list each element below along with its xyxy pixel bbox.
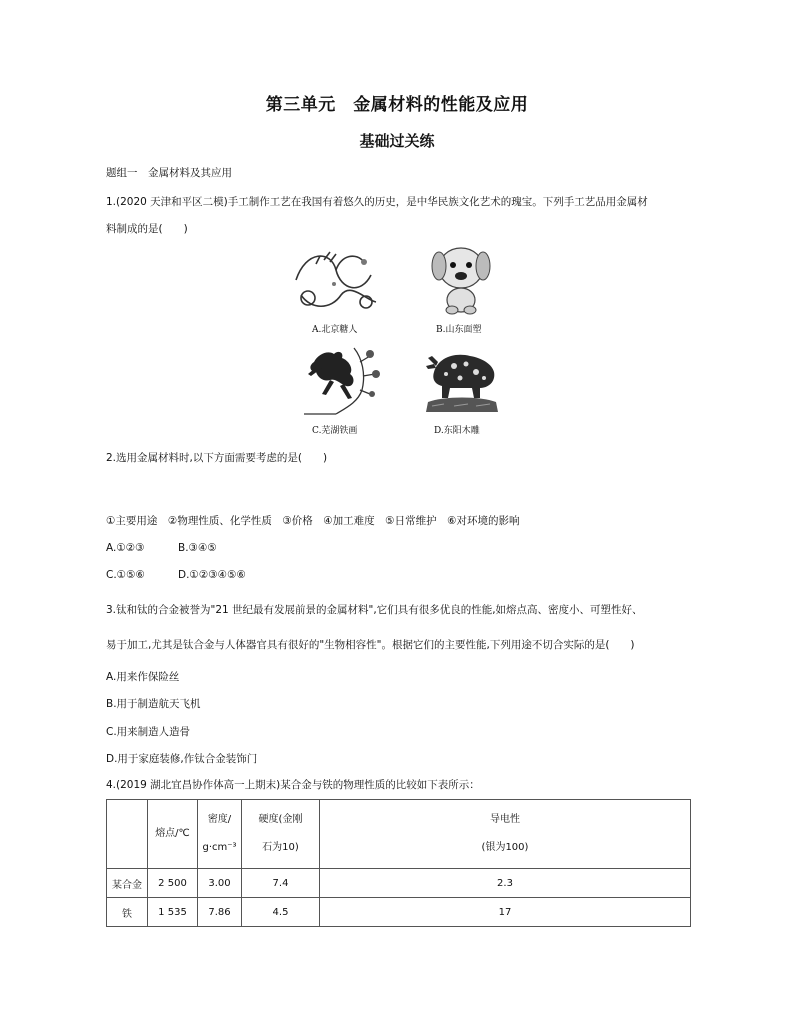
figure-a-caption: A.北京糖人: [312, 325, 358, 335]
row-density: 7.86: [198, 898, 242, 927]
question-3-line-2: 易于加工,尤其是钛合金与人体器官具有很好的"生物相容性"。根据它们的主要性能,下列用途不切合实际的是( ): [106, 639, 635, 651]
row-hardness: 4.5: [242, 898, 320, 927]
row-density: 3.00: [198, 869, 242, 898]
question-2-option-c: C.①⑤⑥: [106, 569, 145, 581]
wood-carved-bull-icon: [424, 336, 500, 416]
figure-c-caption: C.芜湖铁画: [312, 426, 358, 436]
table-row: [107, 898, 691, 927]
question-3-line-1: 3.钛和钛的合金被誉为"21 世纪最有发展前景的金属材料",它们具有很多优良的性能,如熔点高、密度小、可塑性好、: [106, 604, 643, 616]
header-density: [198, 800, 242, 869]
section-heading: 题组一 金属材料及其应用: [106, 167, 232, 179]
row-melting-point: 1 535: [148, 898, 198, 927]
question-2-factors: ①主要用途 ②物理性质、化学性质 ③价格 ④加工难度 ⑤日常维护 ⑥对环境的影响: [106, 515, 520, 527]
figure-b-caption: B.山东面塑: [436, 325, 482, 335]
question-1-line-2: 料制成的是( ): [106, 223, 188, 235]
question-3-option-b: B.用于制造航天飞机: [106, 698, 201, 710]
header-conductivity-line-1: 导电性: [490, 814, 520, 825]
question-2-option-a: A.①②③: [106, 542, 145, 554]
figure-d-caption: D.东阳木雕: [434, 426, 480, 436]
page-subtitle: 基础过关练: [359, 132, 435, 150]
dragon-sugar-figure-icon: [286, 240, 386, 320]
dough-puppy-figure-icon: [426, 238, 496, 318]
header-hardness: [242, 800, 320, 869]
header-density-line-2: g·cm⁻³: [202, 842, 237, 853]
iron-horse-painting-icon: [296, 338, 386, 420]
properties-table: [106, 799, 691, 927]
header-melting-point: 熔点/℃: [148, 800, 198, 869]
table-header-row: [107, 800, 691, 869]
row-name: 某合金: [107, 869, 148, 898]
question-3-option-a: A.用来作保险丝: [106, 671, 180, 683]
page-title: 第三单元 金属材料的性能及应用: [265, 95, 529, 115]
question-2-stem: 2.选用金属材料时,以下方面需要考虑的是( ): [106, 452, 328, 464]
row-melting-point: 2 500: [148, 869, 198, 898]
question-2-option-d: D.①②③④⑤⑥: [178, 569, 246, 581]
question-4-stem: 4.(2019 湖北宜昌协作体高一上期末)某合金与铁的物理性质的比较如下表所示：: [106, 779, 480, 791]
question-3-option-d: D.用于家庭装修,作钛合金装饰门: [106, 753, 258, 765]
question-1-line-1: 1.(2020 天津和平区二模)手工制作工艺在我国有着悠久的历史，是中华民族文化艺术的瑰宝。下列手工艺品用金属材: [106, 196, 648, 208]
header-conductivity: [320, 800, 691, 869]
header-hardness-line-2: 石为10): [262, 842, 299, 853]
header-conductivity-line-2: (银为100): [481, 842, 529, 853]
row-name: 铁: [107, 898, 148, 927]
row-conductivity: 17: [320, 898, 691, 927]
table-row: [107, 869, 691, 898]
header-density-line-1: 密度/: [207, 814, 232, 825]
header-hardness-line-1: 硬度(金刚: [258, 814, 303, 825]
row-conductivity: 2.3: [320, 869, 691, 898]
row-hardness: 7.4: [242, 869, 320, 898]
question-2-option-b: B.③④⑤: [178, 542, 217, 554]
question-3-option-c: C.用来制造人造骨: [106, 726, 191, 738]
header-blank: [107, 800, 148, 869]
